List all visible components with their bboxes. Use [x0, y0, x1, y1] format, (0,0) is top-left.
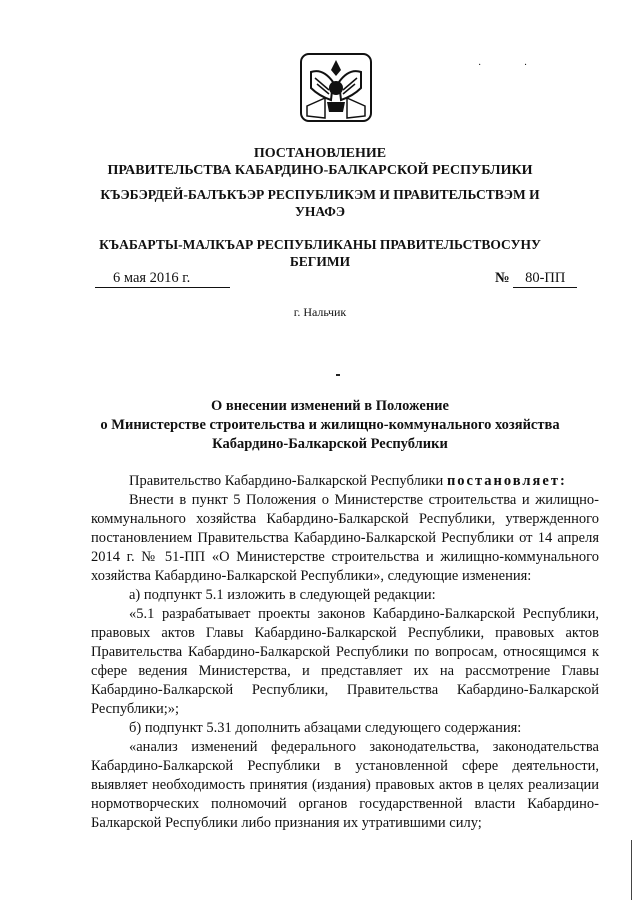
body-paragraph-decree: [91, 472, 599, 491]
number-label: №: [495, 270, 510, 286]
header-block-kabardian: [60, 186, 580, 220]
header-title: ПОСТАНОВЛЕНИЕ: [253, 146, 387, 161]
header-block-russian: [60, 145, 580, 179]
header-balkar-line1: КЪАБАРТЫ-МАЛКЪАР РЕСПУБЛИКАНЫ ПРАВИТЕЛЬСТВОСУНУ: [99, 237, 541, 252]
document-date: 6 мая 2016 г.: [95, 270, 230, 288]
title-line1: О внесении изменений в Положение: [211, 398, 449, 414]
body-paragraph: б) подпункт 5.31 дополнить абзацами следующего содержания:: [129, 720, 522, 736]
document-body: [91, 472, 599, 833]
body-paragraph: Внести в пункт 5 Положения о Министерстве строительства и жилищно-коммунального хозяйства Кабардино-Балкарской Республики, утвержденного постановлением Правительства Кабардино-Балкарской Республики от 14 апреля 2014 г. № 51-ПП «О Министерстве строительства и жилищно-коммунального хозяйства Кабардино-Балкарской Республики», следующие изменения:: [91, 492, 599, 584]
body-paragraph: «анализ изменений федерального законодательства, законодательства Кабардино-Балкарской Республики в установленной сфере деятельности, выявляет необходимость принятия (издания) правовых актов в целях реализации нормотворческих полномочий органов государственной власти Кабардино-Балкарской Республики либо признания их утратившими силу;: [91, 739, 599, 831]
title-line3: Кабардино-Балкарской Республики: [212, 436, 448, 452]
header-balkar-line2: БЕГИМИ: [289, 254, 351, 269]
body-paragraph: а) подпункт 5.1 изложить в следующей редакции:: [129, 587, 436, 603]
document-title: [60, 397, 600, 454]
scan-edge-line: [631, 840, 632, 900]
title-line2: о Министерстве строительства и жилищно-коммунального хозяйства: [100, 417, 560, 433]
document-city: г. Нальчик: [293, 305, 347, 319]
header-kabardian-line2: УНАФЭ: [294, 204, 346, 219]
scan-specks: · ·: [478, 60, 548, 71]
coat-of-arms-emblem: [297, 50, 375, 125]
body-paragraph: «5.1 разрабатывает проекты законов Кабардино-Балкарской Республики, правовых актов Главы Кабардино-Балкарской Республики, правовых актов Правительства Кабардино-Балкарской Республики по вопросам, относящимся к сфере ведения Министерства, и представляет их на рассмотрение Главы Кабардино-Балкарской Республики, Правительства Кабардино-Балкарской Республики;»;: [91, 606, 599, 717]
header-kabardian-line1: КЪЭБЭРДЕЙ-БАЛЪКЪЭР РЕСПУБЛИКЭМ И ПРАВИТЕЛЬСТВЭМ И: [100, 187, 540, 202]
number-value: 80-ПП: [513, 270, 577, 288]
scan-dot: [336, 374, 340, 376]
header-government: ПРАВИТЕЛЬСТВА КАБАРДИНО-БАЛКАРСКОЙ РЕСПУБЛИКИ: [107, 163, 533, 178]
document-number: [495, 270, 587, 288]
header-block-balkar: [60, 236, 580, 270]
decree-text: Правительство Кабардино-Балкарской Республики: [129, 473, 447, 489]
decree-keyword: постановляет:: [446, 473, 567, 489]
